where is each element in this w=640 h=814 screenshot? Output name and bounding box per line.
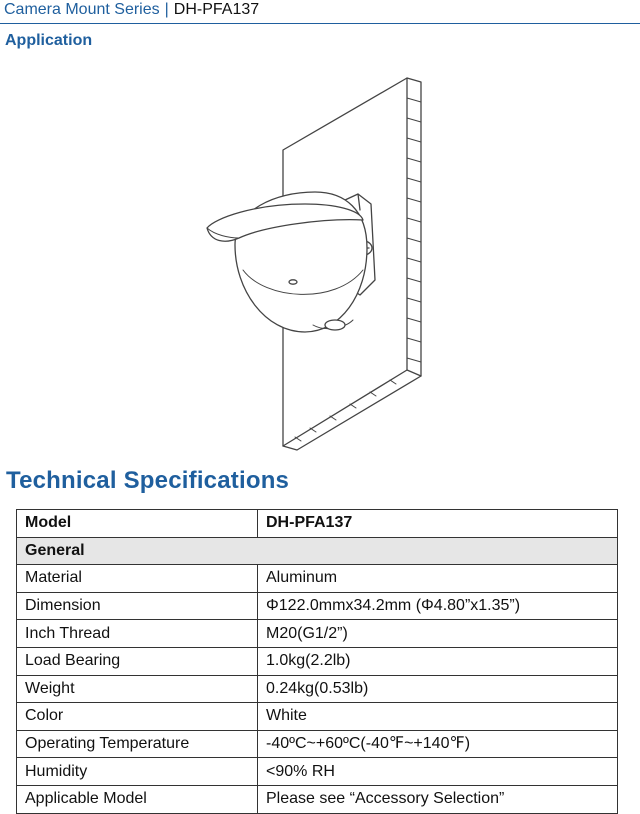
wall-mount-illustration	[195, 70, 455, 465]
spec-label: Color	[17, 703, 258, 731]
spec-label: Material	[17, 565, 258, 593]
spec-value: 0.24kg(0.53lb)	[258, 675, 618, 703]
header-divider	[0, 23, 640, 24]
spec-value: White	[258, 703, 618, 731]
spec-value: M20(G1/2”)	[258, 620, 618, 648]
spec-header-label: Model	[17, 510, 258, 538]
technical-specifications-heading: Technical Specifications	[6, 467, 290, 494]
spec-value: Please see “Accessory Selection”	[258, 785, 618, 813]
spec-row	[17, 647, 618, 675]
series-name: Camera Mount Series	[4, 1, 160, 18]
spec-row	[17, 730, 618, 758]
spec-value: Φ122.0mmx34.2mm (Φ4.80”x1.35”)	[258, 592, 618, 620]
spec-label: Humidity	[17, 758, 258, 786]
application-heading: Application	[5, 32, 93, 49]
spec-row	[17, 620, 618, 648]
spec-label: Inch Thread	[17, 620, 258, 648]
spec-table	[16, 509, 618, 814]
header-model: DH-PFA137	[173, 1, 260, 18]
spec-label: Operating Temperature	[17, 730, 258, 758]
spec-header-value: DH-PFA137	[258, 510, 618, 538]
spec-header-row	[17, 510, 618, 538]
spec-row	[17, 758, 618, 786]
spec-value: <90% RH	[258, 758, 618, 786]
spec-row	[17, 565, 618, 593]
spec-row	[17, 592, 618, 620]
spec-row	[17, 785, 618, 813]
spec-value: 1.0kg(2.2lb)	[258, 647, 618, 675]
page-header	[4, 0, 259, 22]
spec-label: Load Bearing	[17, 647, 258, 675]
spec-value: -40ºC~+60ºC(-40℉~+140℉)	[258, 730, 618, 758]
spec-row	[17, 675, 618, 703]
spec-label: Dimension	[17, 592, 258, 620]
spec-group-row	[17, 537, 618, 565]
spec-row	[17, 703, 618, 731]
dome-camera	[207, 192, 367, 332]
spec-group-label: General	[17, 537, 618, 565]
spec-label: Applicable Model	[17, 785, 258, 813]
spec-value: Aluminum	[258, 565, 618, 593]
spec-label: Weight	[17, 675, 258, 703]
header-separator: |	[164, 1, 169, 18]
